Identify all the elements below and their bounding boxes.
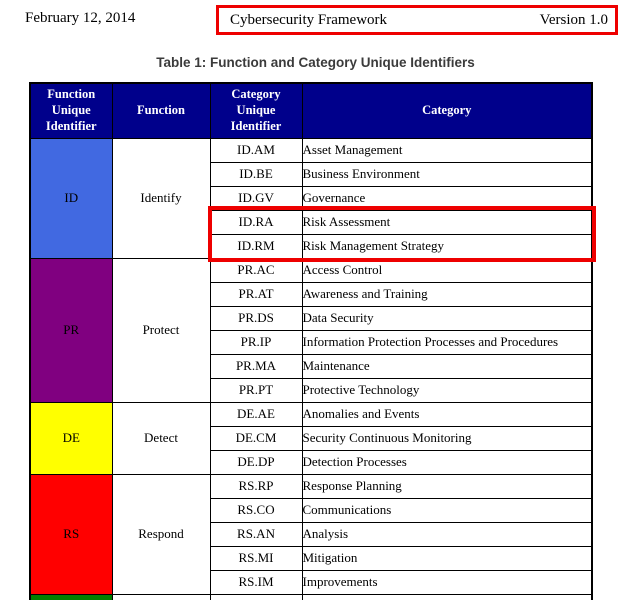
category-name-cell: Mitigation bbox=[302, 546, 592, 570]
category-name-cell: Security Continuous Monitoring bbox=[302, 426, 592, 450]
col-header-category-unique-identifier: Category Unique Identifier bbox=[210, 83, 302, 138]
category-name-cell: Information Protection Processes and Procedures bbox=[302, 330, 592, 354]
category-id-cell: ID.RM bbox=[210, 234, 302, 258]
table-row bbox=[30, 138, 592, 162]
category-id-cell: RS.IM bbox=[210, 570, 302, 594]
category-id-cell: ID.BE bbox=[210, 162, 302, 186]
category-name-cell bbox=[302, 594, 592, 600]
function-id-cell: PR bbox=[30, 258, 112, 402]
table-title: Table 1: Function and Category Unique Identifiers bbox=[156, 55, 475, 70]
col-header-function: Function bbox=[112, 83, 210, 138]
doc-title: Cybersecurity Framework bbox=[230, 11, 388, 28]
category-id-cell: PR.PT bbox=[210, 378, 302, 402]
category-name-cell: Analysis bbox=[302, 522, 592, 546]
function-id-cell: DE bbox=[30, 402, 112, 474]
table-row bbox=[30, 258, 592, 282]
page-date: February 12, 2014 bbox=[25, 10, 136, 26]
identifier-table-wrap bbox=[29, 82, 599, 600]
category-id-cell: PR.AT bbox=[210, 282, 302, 306]
category-id-cell: RS.MI bbox=[210, 546, 302, 570]
table-header-row bbox=[30, 83, 592, 138]
function-name-cell: Detect bbox=[112, 402, 210, 474]
table-body bbox=[30, 138, 592, 600]
col-header-function-unique-identifier: Function Unique Identifier bbox=[30, 83, 112, 138]
category-id-cell: PR.MA bbox=[210, 354, 302, 378]
category-id-cell: PR.DS bbox=[210, 306, 302, 330]
function-name-cell: Identify bbox=[112, 138, 210, 258]
category-id-cell: ID.AM bbox=[210, 138, 302, 162]
category-name-cell: Risk Management Strategy bbox=[302, 234, 592, 258]
header-highlight-box bbox=[216, 5, 618, 35]
category-name-cell: Communications bbox=[302, 498, 592, 522]
category-id-cell: DE.DP bbox=[210, 450, 302, 474]
table-row bbox=[30, 474, 592, 498]
category-name-cell: Protective Technology bbox=[302, 378, 592, 402]
category-name-cell: Awareness and Training bbox=[302, 282, 592, 306]
category-id-cell: DE.AE bbox=[210, 402, 302, 426]
function-name-cell: Protect bbox=[112, 258, 210, 402]
table-row bbox=[30, 594, 592, 600]
table-row bbox=[30, 402, 592, 426]
function-name-cell: Respond bbox=[112, 474, 210, 594]
category-name-cell: Improvements bbox=[302, 570, 592, 594]
category-id-cell: DE.CM bbox=[210, 426, 302, 450]
function-id-cell: RS bbox=[30, 474, 112, 594]
category-name-cell: Maintenance bbox=[302, 354, 592, 378]
category-name-cell: Detection Processes bbox=[302, 450, 592, 474]
category-name-cell: Anomalies and Events bbox=[302, 402, 592, 426]
category-id-cell: RS.RP bbox=[210, 474, 302, 498]
category-id-cell: RS.AN bbox=[210, 522, 302, 546]
col-header-category: Category bbox=[302, 83, 592, 138]
category-name-cell: Governance bbox=[302, 186, 592, 210]
function-id-cell: ID bbox=[30, 138, 112, 258]
category-id-cell: ID.GV bbox=[210, 186, 302, 210]
category-name-cell: Data Security bbox=[302, 306, 592, 330]
category-id-cell bbox=[210, 594, 302, 600]
doc-version: Version 1.0 bbox=[539, 11, 608, 28]
category-id-cell: PR.AC bbox=[210, 258, 302, 282]
category-name-cell: Business Environment bbox=[302, 162, 592, 186]
category-name-cell: Risk Assessment bbox=[302, 210, 592, 234]
category-name-cell: Access Control bbox=[302, 258, 592, 282]
category-id-cell: RS.CO bbox=[210, 498, 302, 522]
category-name-cell: Response Planning bbox=[302, 474, 592, 498]
function-name-cell bbox=[112, 594, 210, 600]
category-id-cell: ID.RA bbox=[210, 210, 302, 234]
identifier-table bbox=[29, 82, 593, 600]
function-id-cell bbox=[30, 594, 112, 600]
category-id-cell: PR.IP bbox=[210, 330, 302, 354]
category-name-cell: Asset Management bbox=[302, 138, 592, 162]
